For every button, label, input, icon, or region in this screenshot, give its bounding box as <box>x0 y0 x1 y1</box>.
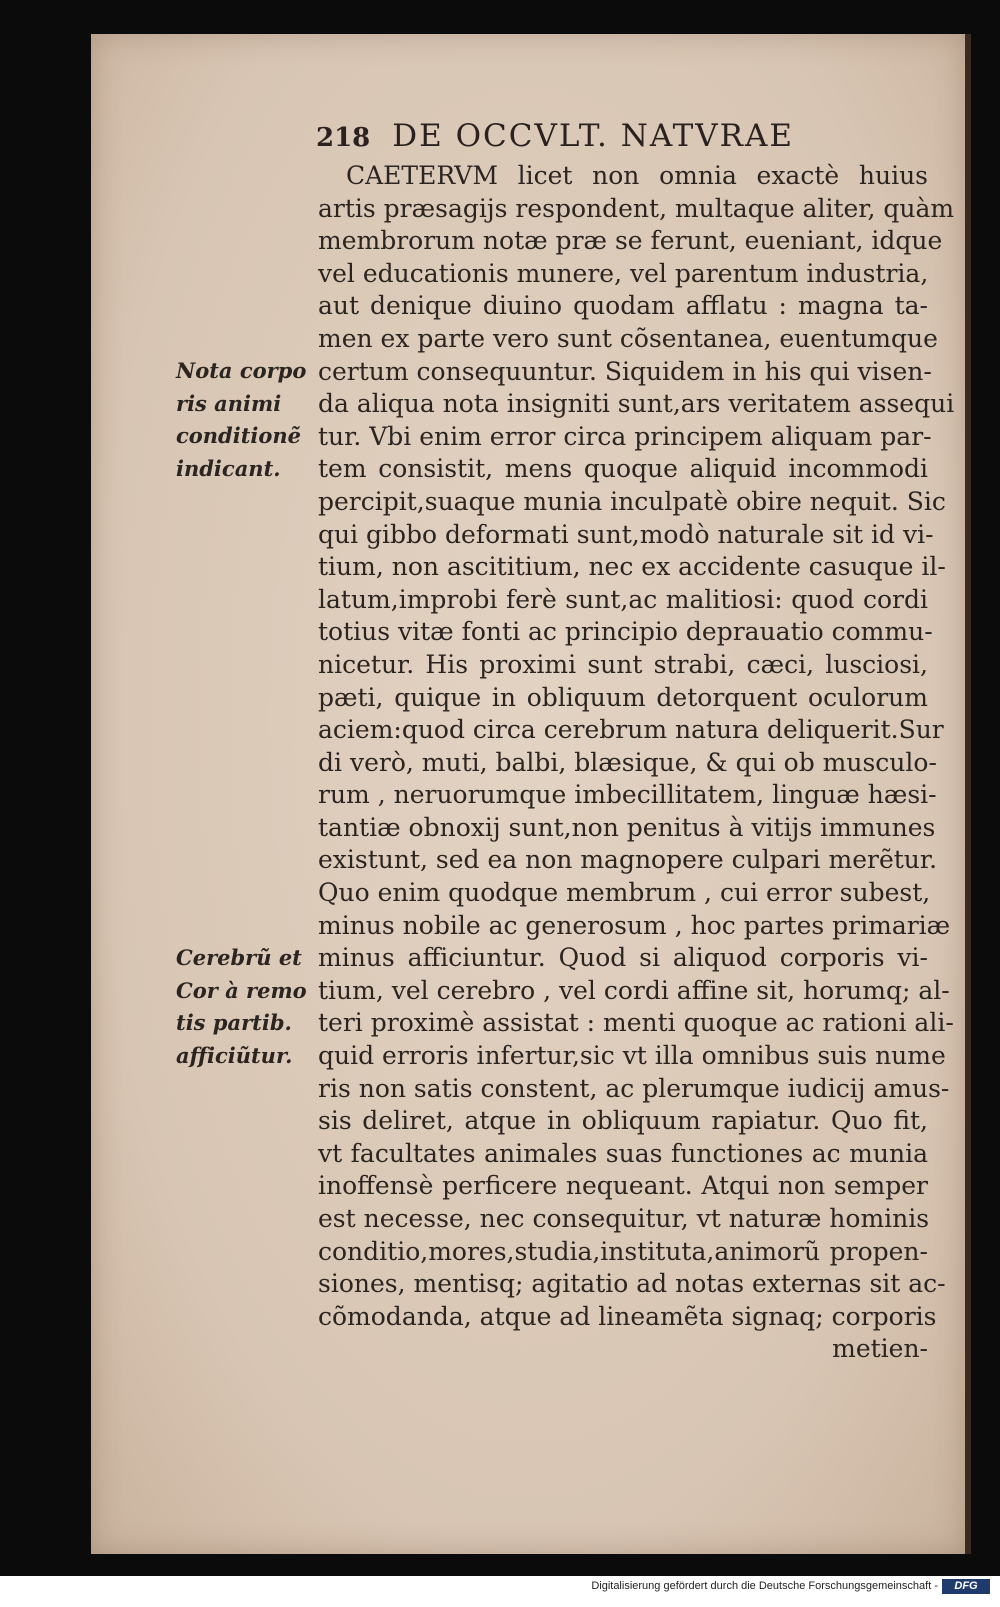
text-line: teri proximè assistat : menti quoque ac rationi ali- <box>318 1008 954 1038</box>
text-line: aciem:quod circa cerebrum natura deliquerit.Sur <box>318 715 944 745</box>
margin-note-line: ris animi <box>176 390 282 416</box>
text-line: artis præsagijs respondent, multaque aliter, quàm <box>318 193 955 223</box>
text-line: quid erroris infertur,sic vt illa omnibus suis nume <box>318 1041 946 1071</box>
margin-note-line: Cerebrũ et <box>176 945 302 970</box>
text-line: membrorum notæ præ se ferunt, eueniant, idque <box>318 226 943 256</box>
text-line: qui gibbo deformati sunt,modò naturale sit id vi- <box>318 519 934 549</box>
text-line: Quo enim quodque membrum , cui error subest, <box>318 878 931 908</box>
text-line: vt facultates animales suas functiones ac munia <box>318 1138 928 1168</box>
text-line: sis deliret, atque in obliquum rapiatur. Quo fit, <box>318 1106 928 1136</box>
text-line: men ex parte vero sunt cõsentanea, euentumque <box>318 323 938 353</box>
footer-credit: Digitalisierung gefördert durch die Deutsche Forschungsgemeinschaft - <box>591 1580 938 1592</box>
margin-note-cerebrum <box>176 942 316 1072</box>
dfg-logo: DFG <box>942 1579 990 1594</box>
text-line: siones, mentisq; agitatio ad notas externas sit ac- <box>318 1269 946 1299</box>
text-line: percipit,suaque munia inculpatè obire nequit. Sic <box>318 486 946 516</box>
margin-note-line: tis partib. <box>176 1010 292 1036</box>
text-line: di verò, muti, balbi, blæsique, & qui ob musculo- <box>318 747 937 777</box>
text-line: latum,improbi ferè sunt,ac malitiosi: quod cordi <box>318 584 928 614</box>
text-line: vel educationis munere, vel parentum industria, <box>318 258 929 288</box>
text-line: minus nobile ac generosum , hoc partes primariæ <box>318 910 951 940</box>
margin-note-line: indicant. <box>176 455 281 481</box>
running-title: DE OCCVLT. NATVRAE <box>392 118 794 154</box>
margin-note-line: afficiũtur. <box>176 1042 293 1068</box>
text-line: pæti, quique in obliquum detorquent oculorum <box>318 682 928 712</box>
text-line: rum , neruorumque imbecillitatem, linguæ hæsi- <box>318 780 937 810</box>
text-line: tem consistit, mens quoque aliquid incommodi <box>318 454 928 484</box>
margin-note-line: Cor à remo <box>176 977 307 1003</box>
text-line: inoffensè perficere nequeant. Atqui non semper <box>318 1171 928 1201</box>
text-line: tur. Vbi enim error circa principem aliquam par- <box>318 421 932 451</box>
text-line: nicetur. His proximi sunt strabi, cæci, lusciosi, <box>318 649 928 679</box>
text-line: CAETERVM licet non omnia exactè huius <box>346 161 928 190</box>
text-line: tium, vel cerebro , vel cordi affine sit, horumq; al- <box>318 975 950 1005</box>
text-line: est necesse, nec consequitur, vt naturæ hominis <box>318 1204 930 1233</box>
text-line: aut denique diuino quodam afflatu : magna ta- <box>318 291 928 321</box>
text-line: certum consequuntur. Siquidem in his qui visen- <box>318 356 932 386</box>
text-line: existunt, sed ea non magnopere culpari merẽtur. <box>318 845 938 875</box>
text-line: cõmodanda, atque ad lineamẽta signaq; corporis <box>318 1301 937 1331</box>
text-line: da aliqua nota insigniti sunt,ars veritatem assequi <box>318 389 955 419</box>
text-line: totius vitæ fonti ac principio deprauatio commu- <box>318 617 933 647</box>
body-text <box>318 160 955 1366</box>
text-line: minus afficiuntur. Quod si aliquod corporis vi- <box>318 943 928 973</box>
running-header <box>316 118 876 158</box>
text-line: tantiæ obnoxij sunt,non penitus à vitijs immunes <box>318 812 936 842</box>
page-number: 218 <box>316 123 371 153</box>
margin-note-line: conditionẽ <box>176 423 302 449</box>
text-line: conditio,mores,studia,instituta,animorũ propen- <box>318 1236 928 1266</box>
text-line: tium, non ascititium, nec ex accidente casuque il- <box>318 552 946 582</box>
text-line: ris non satis constent, ac plerumque iudicij amus- <box>318 1073 950 1103</box>
margin-note-nota <box>176 355 316 485</box>
text-line: metien- <box>832 1334 928 1364</box>
margin-note-line: Nota corpo <box>176 358 307 383</box>
